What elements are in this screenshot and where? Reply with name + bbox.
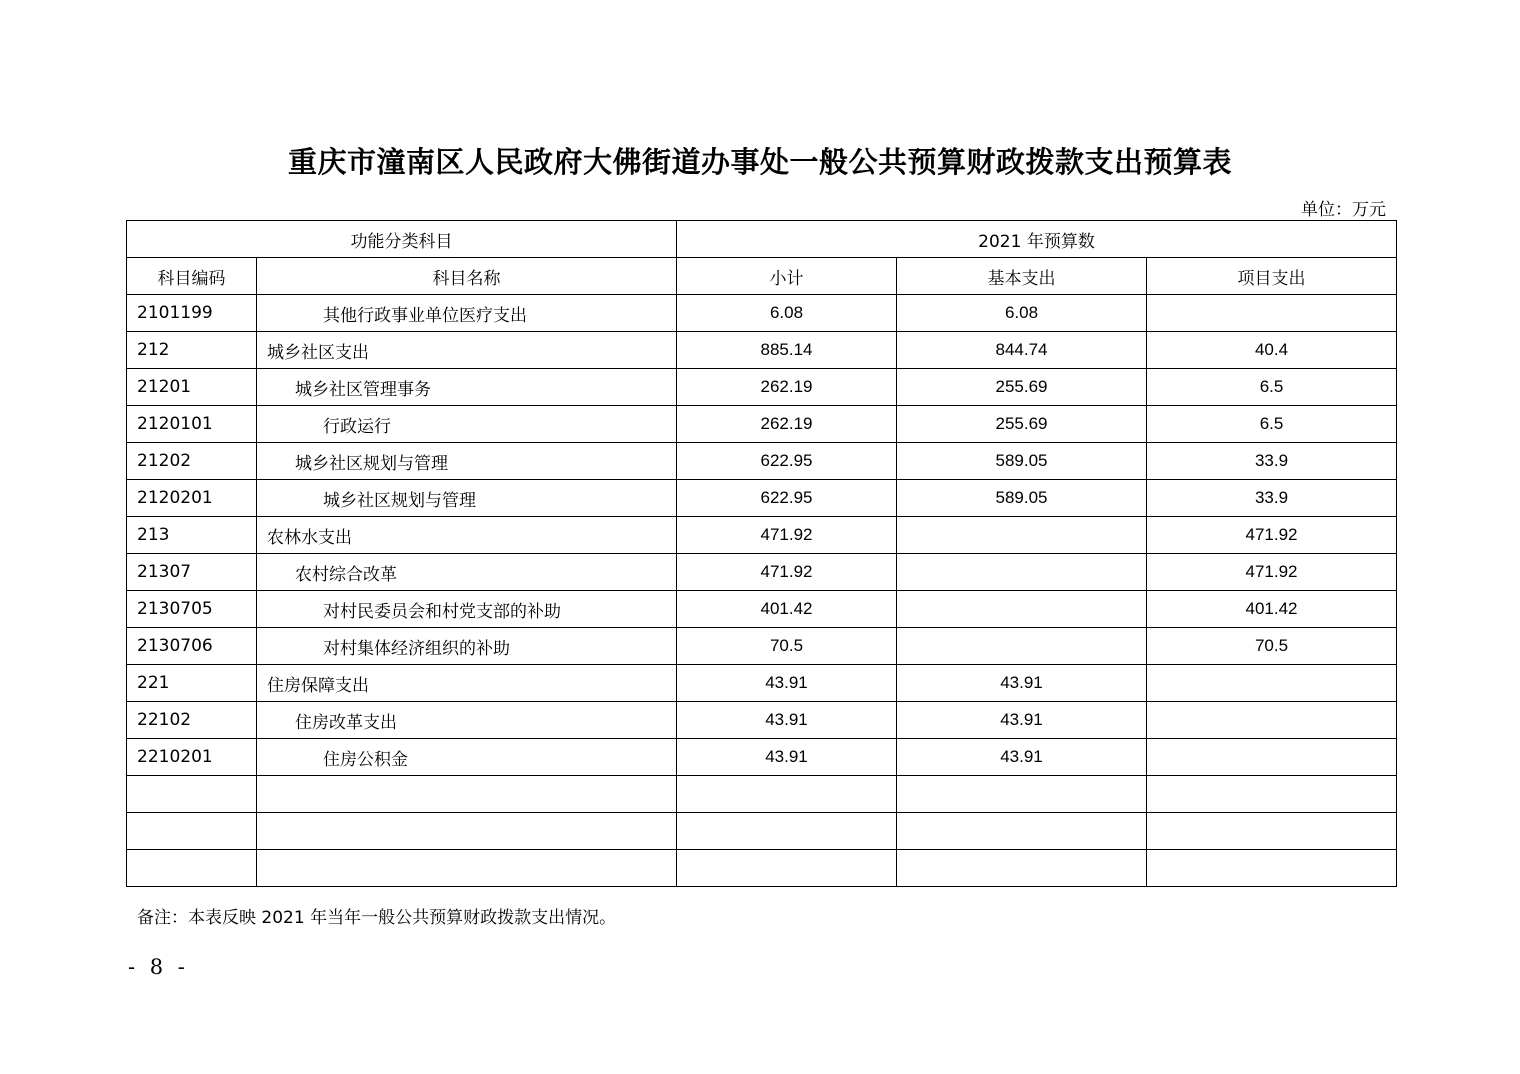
header-subtotal: 小计 <box>677 258 897 295</box>
unit-label: 单位：万元 <box>1301 200 1386 220</box>
cell-project <box>1147 295 1397 332</box>
cell-project: 33.9 <box>1147 443 1397 480</box>
header-code: 科目编码 <box>127 258 257 295</box>
cell-basic <box>897 850 1147 887</box>
cell-code <box>127 776 257 813</box>
cell-name: 农村综合改革 <box>257 554 677 591</box>
cell-subtotal: 471.92 <box>677 554 897 591</box>
table-row <box>127 665 1397 702</box>
cell-subtotal: 885.14 <box>677 332 897 369</box>
cell-code: 212 <box>127 332 257 369</box>
budget-table <box>126 220 1397 887</box>
header-project: 项目支出 <box>1147 258 1397 295</box>
cell-project: 6.5 <box>1147 369 1397 406</box>
cell-code: 2120101 <box>127 406 257 443</box>
cell-subtotal: 43.91 <box>677 739 897 776</box>
cell-project <box>1147 813 1397 850</box>
cell-basic <box>897 554 1147 591</box>
page-number: - 8 - <box>128 955 189 979</box>
cell-name: 对村民委员会和村党支部的补助 <box>257 591 677 628</box>
cell-basic: 255.69 <box>897 369 1147 406</box>
cell-name: 城乡社区规划与管理 <box>257 443 677 480</box>
cell-project <box>1147 702 1397 739</box>
cell-name <box>257 776 677 813</box>
cell-name: 其他行政事业单位医疗支出 <box>257 295 677 332</box>
cell-basic: 43.91 <box>897 739 1147 776</box>
table-row <box>127 554 1397 591</box>
cell-basic <box>897 591 1147 628</box>
cell-basic: 255.69 <box>897 406 1147 443</box>
cell-subtotal <box>677 850 897 887</box>
cell-code: 2120201 <box>127 480 257 517</box>
cell-code: 22102 <box>127 702 257 739</box>
cell-code: 2210201 <box>127 739 257 776</box>
header-budget-year: 2021 年预算数 <box>677 221 1397 258</box>
table-row <box>127 517 1397 554</box>
table-body <box>127 295 1397 887</box>
table-row <box>127 369 1397 406</box>
cell-project <box>1147 665 1397 702</box>
cell-name: 行政运行 <box>257 406 677 443</box>
cell-subtotal <box>677 776 897 813</box>
cell-basic: 589.05 <box>897 443 1147 480</box>
cell-basic <box>897 628 1147 665</box>
cell-name: 住房公积金 <box>257 739 677 776</box>
cell-code <box>127 850 257 887</box>
cell-subtotal: 401.42 <box>677 591 897 628</box>
cell-code <box>127 813 257 850</box>
cell-code: 213 <box>127 517 257 554</box>
cell-project: 33.9 <box>1147 480 1397 517</box>
cell-name: 住房改革支出 <box>257 702 677 739</box>
cell-code: 2130706 <box>127 628 257 665</box>
cell-subtotal <box>677 813 897 850</box>
table-row <box>127 702 1397 739</box>
cell-basic: 6.08 <box>897 295 1147 332</box>
header-functional-category: 功能分类科目 <box>127 221 677 258</box>
cell-name: 城乡社区规划与管理 <box>257 480 677 517</box>
cell-code: 2130705 <box>127 591 257 628</box>
page-title: 重庆市潼南区人民政府大佛街道办事处一般公共预算财政拨款支出预算表 <box>287 145 1232 179</box>
cell-subtotal: 471.92 <box>677 517 897 554</box>
cell-basic: 43.91 <box>897 665 1147 702</box>
cell-project <box>1147 850 1397 887</box>
cell-code: 21307 <box>127 554 257 591</box>
table-row <box>127 406 1397 443</box>
footnote: 备注：本表反映 2021 年当年一般公共预算财政拨款支出情况。 <box>137 908 617 928</box>
header-basic: 基本支出 <box>897 258 1147 295</box>
cell-name: 农林水支出 <box>257 517 677 554</box>
cell-project: 40.4 <box>1147 332 1397 369</box>
column-header-row <box>127 258 1397 295</box>
table-row <box>127 739 1397 776</box>
cell-subtotal: 70.5 <box>677 628 897 665</box>
cell-subtotal: 43.91 <box>677 665 897 702</box>
cell-name: 城乡社区管理事务 <box>257 369 677 406</box>
cell-project: 70.5 <box>1147 628 1397 665</box>
header-name: 科目名称 <box>257 258 677 295</box>
cell-subtotal: 622.95 <box>677 443 897 480</box>
cell-name <box>257 813 677 850</box>
table-row <box>127 813 1397 850</box>
cell-project: 471.92 <box>1147 517 1397 554</box>
table-row <box>127 591 1397 628</box>
cell-subtotal: 6.08 <box>677 295 897 332</box>
cell-project: 471.92 <box>1147 554 1397 591</box>
cell-basic <box>897 813 1147 850</box>
cell-project <box>1147 739 1397 776</box>
cell-name: 住房保障支出 <box>257 665 677 702</box>
cell-basic: 589.05 <box>897 480 1147 517</box>
cell-name: 城乡社区支出 <box>257 332 677 369</box>
cell-code: 21202 <box>127 443 257 480</box>
table-row <box>127 628 1397 665</box>
cell-subtotal: 622.95 <box>677 480 897 517</box>
cell-subtotal: 43.91 <box>677 702 897 739</box>
cell-project: 6.5 <box>1147 406 1397 443</box>
cell-name <box>257 850 677 887</box>
cell-subtotal: 262.19 <box>677 369 897 406</box>
cell-code: 21201 <box>127 369 257 406</box>
cell-basic: 43.91 <box>897 702 1147 739</box>
table-row <box>127 850 1397 887</box>
cell-name: 对村集体经济组织的补助 <box>257 628 677 665</box>
cell-project: 401.42 <box>1147 591 1397 628</box>
table-row <box>127 443 1397 480</box>
table-row <box>127 332 1397 369</box>
cell-basic <box>897 517 1147 554</box>
cell-code: 221 <box>127 665 257 702</box>
cell-basic <box>897 776 1147 813</box>
table-row <box>127 295 1397 332</box>
cell-code: 2101199 <box>127 295 257 332</box>
cell-subtotal: 262.19 <box>677 406 897 443</box>
cell-basic: 844.74 <box>897 332 1147 369</box>
table-row <box>127 480 1397 517</box>
cell-project <box>1147 776 1397 813</box>
table-row <box>127 776 1397 813</box>
group-header-row <box>127 221 1397 258</box>
